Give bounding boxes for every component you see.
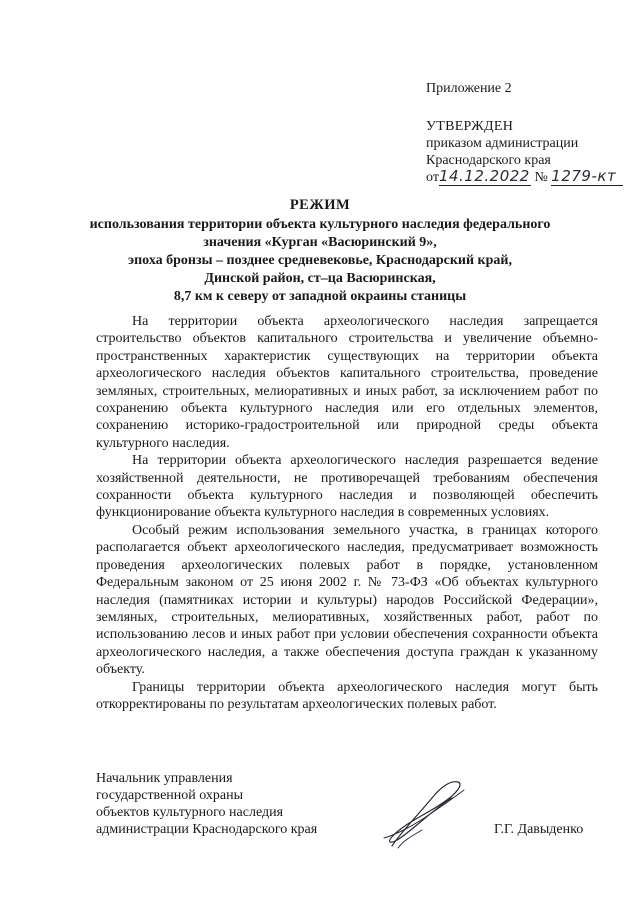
title-line: значения «Курган «Васюринский 9», [203, 235, 437, 250]
order-date-field [439, 169, 531, 186]
document-body [96, 313, 598, 713]
from-prefix: от [426, 170, 439, 185]
paragraph-permitted-activity: На территории объекта археологического наследия разрешается ведение хозяйственной деятельности, не противоречащей требованиям обеспечения сохранности объекта культурного наследия и позволяющей обеспечить функционирование объекта культурного наследия в современных условиях. [96, 453, 598, 521]
approval-block [426, 118, 623, 186]
title-heading: РЕЖИМ [289, 197, 351, 213]
handwritten-signature-graphic [372, 776, 468, 852]
order-number-field [551, 169, 623, 186]
order-number-handwritten: 1279-кт [551, 167, 617, 185]
title-line: Динской район, ст–ца Васюринская, [204, 271, 436, 286]
position-line: государственной охраны [96, 788, 244, 803]
order-date-handwritten: 14.12.2022 [438, 167, 530, 185]
title-line: эпоха бронзы – позднее средневековье, Краснодарский край, [128, 253, 512, 268]
title-line: использования территории объекта культурного наследия федерального [89, 217, 551, 232]
signer-name: Г.Г. Давыденко [494, 822, 584, 837]
approved-stamp-text: УТВЕРЖДЕН [426, 119, 514, 134]
signatory-position [96, 770, 317, 838]
position-line: администрации Краснодарского края [96, 822, 318, 837]
title-line: 8,7 км к северу от западной окраины станицы [173, 289, 467, 304]
approved-by-order-line1: приказом администрации [426, 136, 579, 151]
paragraph-boundaries: Границы территории объекта археологического наследия могут быть откорректированы по результатам археологических полевых работ. [96, 679, 598, 712]
approved-by-order-line2: Краснодарского края [426, 153, 551, 168]
position-line: Начальник управления [96, 771, 233, 786]
document-title [80, 196, 560, 306]
position-line: объектов культурного наследия [96, 805, 284, 820]
order-date-number-line [426, 169, 623, 186]
paragraph-special-regime: Особый режим использования земельного участка, в границах которого располагается объект археологического наследия, предусматривает возможность проведения археологических полевых работ в порядке, установленном Федеральным законом от 25 июня 2002 г. № 73-ФЗ «Об объектах культурного наследия (памятниках истории и культуры) народов Российской Федерации», земляных, строительных, мелиоративных, хозяйственных работ, работ по использованию лесов и иных работ при условии обеспечения сохранности объекта археологического наследия, а также обеспечения доступа граждан к указанному объекту. [96, 522, 598, 678]
paragraph-prohibitions: На территории объекта археологического наследия запрещается строительство объектов капитального строительства и увеличение объемно-пространственных характеристик существующих на территории объекта археологического наследия объектов капитального строительства, проведение земляных, строительных, мелиоративных и иных работ, за исключением работ по сохранению объекта культурного наследия или его отдельных элементов, сохранению историко-градостроительной или природной среды объекта культурного наследия. [96, 314, 598, 451]
number-prefix: № [534, 170, 548, 185]
appendix-label: Приложение 2 [426, 81, 512, 96]
